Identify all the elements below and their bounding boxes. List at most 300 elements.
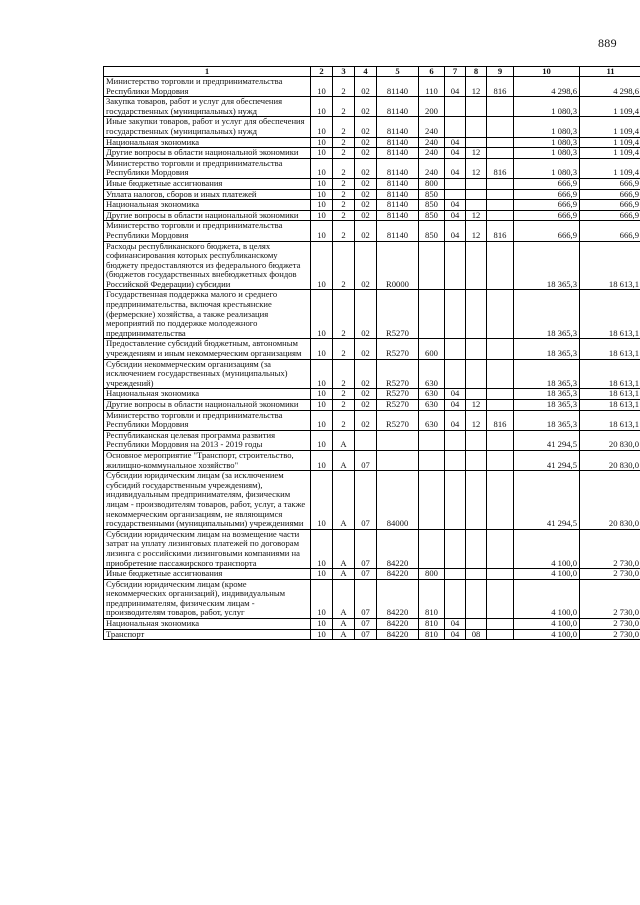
cell-col-7: 04 (445, 77, 466, 97)
cell-amount-1: 666,9 (514, 210, 580, 221)
cell-amount-2: 2 730,0 (580, 579, 640, 618)
cell-col-4: 07 (355, 629, 377, 640)
cell-col-8 (466, 430, 487, 450)
cell-amount-1: 18 365,3 (514, 400, 580, 411)
cell-col-5: 81140 (377, 97, 419, 117)
table-row (104, 290, 640, 339)
cell-col-5: 84000 (377, 471, 419, 530)
header-cell: 4 (355, 67, 377, 77)
cell-col-4: 02 (355, 339, 377, 359)
table-row (104, 339, 640, 359)
cell-col-7 (445, 450, 466, 470)
table-row (104, 200, 640, 211)
cell-col-9: 816 (487, 410, 514, 430)
cell-col-8: 12 (466, 77, 487, 97)
cell-col-8 (466, 178, 487, 189)
cell-col-4: 02 (355, 200, 377, 211)
cell-col-6: 630 (419, 400, 445, 411)
cell-col-3: А (333, 579, 355, 618)
cell-amount-2: 1 109,4 (580, 148, 640, 159)
row-name: Другие вопросы в области национальной экономики (104, 148, 311, 159)
cell-col-6: 810 (419, 629, 445, 640)
cell-col-9 (487, 569, 514, 580)
cell-col-2: 10 (311, 450, 333, 470)
cell-col-6: 800 (419, 178, 445, 189)
row-name: Субсидии юридическим лицам на возмещение части затрат на уплату лизинговых платежей по договорам лизинга с российскими лизинговыми компаниями на приобретение пассажирского транспорта (104, 529, 311, 568)
cell-amount-2: 18 613,1 (580, 410, 640, 430)
cell-col-3: 2 (333, 148, 355, 159)
cell-amount-1: 4 100,0 (514, 529, 580, 568)
row-name: Министерство торговли и предпринимательства Республики Мордовия (104, 158, 311, 178)
cell-col-5: R5270 (377, 359, 419, 389)
header-cell: 8 (466, 67, 487, 77)
cell-col-3: 2 (333, 189, 355, 200)
row-name: Закупка товаров, работ и услуг для обеспечения государственных (муниципальных) нужд (104, 97, 311, 117)
cell-col-8 (466, 200, 487, 211)
cell-col-4: 07 (355, 619, 377, 630)
cell-col-5: 81140 (377, 178, 419, 189)
cell-col-6: 810 (419, 619, 445, 630)
cell-col-4: 02 (355, 148, 377, 159)
cell-col-2: 10 (311, 529, 333, 568)
cell-col-9 (487, 241, 514, 290)
cell-col-8 (466, 241, 487, 290)
cell-col-8 (466, 339, 487, 359)
cell-col-6: 110 (419, 77, 445, 97)
cell-col-9 (487, 619, 514, 630)
cell-col-6 (419, 471, 445, 530)
cell-amount-2: 1 109,4 (580, 97, 640, 117)
cell-col-6: 800 (419, 569, 445, 580)
cell-col-7: 04 (445, 400, 466, 411)
cell-col-3: А (333, 430, 355, 450)
header-cell: 5 (377, 67, 419, 77)
cell-col-6: 200 (419, 97, 445, 117)
cell-col-2: 10 (311, 148, 333, 159)
cell-col-3: 2 (333, 290, 355, 339)
table-row (104, 178, 640, 189)
cell-col-2: 10 (311, 619, 333, 630)
row-name: Уплата налогов, сборов и иных платежей (104, 189, 311, 200)
cell-amount-1: 1 080,3 (514, 117, 580, 137)
cell-col-9 (487, 579, 514, 618)
cell-amount-1: 4 298,6 (514, 77, 580, 97)
cell-amount-2: 2 730,0 (580, 629, 640, 640)
cell-col-6 (419, 430, 445, 450)
cell-col-4: 02 (355, 77, 377, 97)
cell-col-6 (419, 529, 445, 568)
cell-amount-1: 666,9 (514, 221, 580, 241)
cell-col-9: 816 (487, 77, 514, 97)
cell-col-6: 850 (419, 221, 445, 241)
table-body (104, 77, 640, 640)
cell-amount-2: 4 298,6 (580, 77, 640, 97)
cell-col-6 (419, 241, 445, 290)
cell-col-8 (466, 529, 487, 568)
cell-col-3: 2 (333, 410, 355, 430)
table-row (104, 158, 640, 178)
cell-col-2: 10 (311, 400, 333, 411)
table-row (104, 619, 640, 630)
cell-amount-1: 1 080,3 (514, 158, 580, 178)
cell-col-7 (445, 430, 466, 450)
cell-col-5: R5270 (377, 339, 419, 359)
cell-col-2: 10 (311, 339, 333, 359)
cell-col-5: 81140 (377, 148, 419, 159)
cell-col-9 (487, 450, 514, 470)
cell-col-8: 12 (466, 210, 487, 221)
cell-col-8 (466, 137, 487, 148)
cell-col-4: 02 (355, 117, 377, 137)
cell-col-2: 10 (311, 471, 333, 530)
cell-col-3: А (333, 619, 355, 630)
cell-amount-1: 18 365,3 (514, 389, 580, 400)
header-cell: 6 (419, 67, 445, 77)
row-name: Расходы республиканского бюджета, в целях софинансирования которых республиканскому бюджету предоставляются из федерального бюджета (бюджетов государственных внебюджетных фондов Российской Федерации) субсидии (104, 241, 311, 290)
cell-col-7: 04 (445, 210, 466, 221)
cell-col-4: 02 (355, 389, 377, 400)
cell-col-8 (466, 389, 487, 400)
cell-col-3: 2 (333, 77, 355, 97)
cell-col-3: А (333, 569, 355, 580)
row-name: Национальная экономика (104, 389, 311, 400)
cell-amount-2: 666,9 (580, 178, 640, 189)
row-name: Государственная поддержка малого и среднего предпринимательства, включая крестьянские (фермерские) хозяйства, а также реализация мероприятий по поддержке молодежного предпринимательства (104, 290, 311, 339)
cell-col-9 (487, 339, 514, 359)
cell-col-3: 2 (333, 210, 355, 221)
cell-col-7: 04 (445, 148, 466, 159)
cell-col-6: 850 (419, 200, 445, 211)
cell-amount-1: 1 080,3 (514, 97, 580, 117)
cell-amount-1: 1 080,3 (514, 148, 580, 159)
cell-col-7: 04 (445, 137, 466, 148)
cell-amount-2: 18 613,1 (580, 389, 640, 400)
table-row (104, 359, 640, 389)
cell-amount-1: 18 365,3 (514, 339, 580, 359)
row-name: Субсидии юридическим лицам (кроме некоммерческих организаций), индивидуальным предпринимателям, физическим лицам - производителям товаров, работ, услуг (104, 579, 311, 618)
cell-col-7 (445, 189, 466, 200)
cell-amount-2: 2 730,0 (580, 619, 640, 630)
cell-amount-1: 4 100,0 (514, 619, 580, 630)
cell-amount-2: 20 830,0 (580, 430, 640, 450)
table-row (104, 137, 640, 148)
cell-col-4: 02 (355, 178, 377, 189)
cell-col-3: А (333, 450, 355, 470)
cell-col-8 (466, 569, 487, 580)
row-name: Основное мероприятие "Транспорт, строительство, жилищно-коммунальное хозяйство" (104, 450, 311, 470)
table-row (104, 430, 640, 450)
cell-col-4 (355, 430, 377, 450)
cell-col-4: 02 (355, 359, 377, 389)
table-row (104, 629, 640, 640)
cell-col-5: 81140 (377, 117, 419, 137)
cell-amount-2: 18 613,1 (580, 339, 640, 359)
cell-col-4: 02 (355, 400, 377, 411)
cell-col-2: 10 (311, 629, 333, 640)
cell-amount-2: 20 830,0 (580, 471, 640, 530)
header-cell: 2 (311, 67, 333, 77)
cell-col-5: 81140 (377, 221, 419, 241)
page-number: 889 (598, 36, 617, 50)
cell-amount-2: 18 613,1 (580, 400, 640, 411)
cell-col-9 (487, 189, 514, 200)
cell-col-5: R5270 (377, 290, 419, 339)
cell-col-7: 04 (445, 389, 466, 400)
cell-col-3: 2 (333, 137, 355, 148)
header-row (104, 67, 640, 77)
cell-col-5: 81140 (377, 210, 419, 221)
cell-col-9 (487, 529, 514, 568)
cell-col-6: 810 (419, 579, 445, 618)
cell-col-7 (445, 178, 466, 189)
cell-col-6: 240 (419, 148, 445, 159)
table-row (104, 189, 640, 200)
table-row (104, 471, 640, 530)
cell-col-6: 240 (419, 117, 445, 137)
cell-amount-2: 666,9 (580, 221, 640, 241)
cell-col-6: 240 (419, 158, 445, 178)
cell-col-4: 02 (355, 137, 377, 148)
cell-col-2: 10 (311, 137, 333, 148)
cell-col-3: 2 (333, 178, 355, 189)
cell-col-7: 04 (445, 410, 466, 430)
cell-col-9 (487, 290, 514, 339)
cell-col-2: 10 (311, 579, 333, 618)
cell-col-5 (377, 450, 419, 470)
cell-col-9 (487, 117, 514, 137)
cell-col-6: 630 (419, 389, 445, 400)
cell-col-5: 84220 (377, 579, 419, 618)
cell-col-7: 04 (445, 200, 466, 211)
cell-amount-1: 18 365,3 (514, 410, 580, 430)
cell-col-3: 2 (333, 339, 355, 359)
cell-col-4: 02 (355, 210, 377, 221)
cell-col-6: 240 (419, 137, 445, 148)
cell-col-8 (466, 359, 487, 389)
cell-amount-2: 666,9 (580, 210, 640, 221)
cell-col-8 (466, 290, 487, 339)
table-row (104, 148, 640, 159)
cell-col-5: R5270 (377, 389, 419, 400)
cell-col-4: 07 (355, 579, 377, 618)
row-name: Субсидии некоммерческим организациям (за исключением государственных (муниципальных) учреждений) (104, 359, 311, 389)
cell-col-7 (445, 339, 466, 359)
cell-amount-1: 41 294,5 (514, 450, 580, 470)
cell-col-9 (487, 137, 514, 148)
cell-col-9 (487, 359, 514, 389)
cell-amount-1: 4 100,0 (514, 579, 580, 618)
cell-amount-1: 18 365,3 (514, 241, 580, 290)
cell-col-4: 07 (355, 569, 377, 580)
cell-col-2: 10 (311, 200, 333, 211)
cell-col-3: 2 (333, 400, 355, 411)
cell-amount-2: 1 109,4 (580, 137, 640, 148)
cell-amount-1: 666,9 (514, 178, 580, 189)
cell-col-7: 04 (445, 629, 466, 640)
cell-amount-1: 41 294,5 (514, 471, 580, 530)
cell-col-9 (487, 471, 514, 530)
table-row (104, 97, 640, 117)
cell-col-9 (487, 629, 514, 640)
cell-col-9 (487, 148, 514, 159)
table-row (104, 410, 640, 430)
cell-amount-2: 2 730,0 (580, 569, 640, 580)
cell-col-2: 10 (311, 189, 333, 200)
cell-col-7 (445, 569, 466, 580)
cell-col-5: 81140 (377, 189, 419, 200)
cell-amount-2: 18 613,1 (580, 241, 640, 290)
cell-amount-1: 41 294,5 (514, 430, 580, 450)
cell-col-5: 84220 (377, 619, 419, 630)
cell-col-3: А (333, 529, 355, 568)
cell-col-3: 2 (333, 158, 355, 178)
cell-col-8: 08 (466, 629, 487, 640)
cell-col-2: 10 (311, 430, 333, 450)
cell-amount-2: 2 730,0 (580, 529, 640, 568)
cell-col-8 (466, 471, 487, 530)
cell-col-5: 81140 (377, 77, 419, 97)
cell-col-8 (466, 97, 487, 117)
cell-col-7 (445, 241, 466, 290)
cell-amount-2: 1 109,4 (580, 158, 640, 178)
cell-col-8: 12 (466, 221, 487, 241)
cell-amount-2: 18 613,1 (580, 359, 640, 389)
cell-col-4: 07 (355, 471, 377, 530)
row-name: Транспорт (104, 629, 311, 640)
cell-col-3: А (333, 471, 355, 530)
row-name: Министерство торговли и предпринимательства Республики Мордовия (104, 221, 311, 241)
row-name: Иные бюджетные ассигнования (104, 178, 311, 189)
cell-col-2: 10 (311, 158, 333, 178)
cell-col-3: 2 (333, 389, 355, 400)
cell-col-7 (445, 359, 466, 389)
cell-amount-1: 4 100,0 (514, 569, 580, 580)
cell-col-9: 816 (487, 158, 514, 178)
cell-col-5: 81140 (377, 158, 419, 178)
table-row (104, 450, 640, 470)
cell-col-5 (377, 430, 419, 450)
cell-col-4: 02 (355, 97, 377, 117)
cell-col-9 (487, 178, 514, 189)
cell-amount-1: 18 365,3 (514, 359, 580, 389)
cell-col-7: 04 (445, 221, 466, 241)
cell-col-5: 84220 (377, 629, 419, 640)
cell-col-8: 12 (466, 400, 487, 411)
header-cell: 7 (445, 67, 466, 77)
cell-col-2: 10 (311, 389, 333, 400)
row-name: Субсидии юридическим лицам (за исключением субсидий государственным учреждениям), индивидуальным предпринимателям, физическим лицам - производителям товаров, работ, услуг, а также некоммерческим организациям, не являющимся государственными (муниципальными) учреждениями (104, 471, 311, 530)
table-row (104, 77, 640, 97)
row-name: Республиканская целевая программа развития Республики Мордовия на 2013 - 2019 годы (104, 430, 311, 450)
cell-col-8 (466, 450, 487, 470)
row-name: Национальная экономика (104, 137, 311, 148)
cell-col-3: 2 (333, 97, 355, 117)
cell-amount-2: 1 109,4 (580, 117, 640, 137)
cell-amount-1: 666,9 (514, 200, 580, 211)
cell-col-5: R5270 (377, 410, 419, 430)
cell-col-5: 84220 (377, 529, 419, 568)
cell-amount-2: 20 830,0 (580, 450, 640, 470)
header-cell: 1 (104, 67, 311, 77)
row-name: Министерство торговли и предпринимательства Республики Мордовия (104, 77, 311, 97)
cell-col-3: А (333, 629, 355, 640)
cell-col-4: 02 (355, 221, 377, 241)
cell-col-7 (445, 529, 466, 568)
cell-col-6: 630 (419, 410, 445, 430)
cell-col-6: 850 (419, 189, 445, 200)
cell-col-8 (466, 117, 487, 137)
cell-col-7: 04 (445, 619, 466, 630)
table-row (104, 400, 640, 411)
cell-col-9 (487, 400, 514, 411)
cell-col-7 (445, 117, 466, 137)
cell-col-2: 10 (311, 241, 333, 290)
cell-col-7: 04 (445, 158, 466, 178)
cell-col-3: 2 (333, 117, 355, 137)
cell-col-9 (487, 389, 514, 400)
cell-amount-1: 18 365,3 (514, 290, 580, 339)
cell-col-2: 10 (311, 117, 333, 137)
cell-col-5: 81140 (377, 137, 419, 148)
row-name: Предоставление субсидий бюджетным, автономным учреждениям и иным некоммерческим организациям (104, 339, 311, 359)
row-name: Иные бюджетные ассигнования (104, 569, 311, 580)
cell-col-2: 10 (311, 569, 333, 580)
cell-col-8 (466, 619, 487, 630)
cell-amount-2: 666,9 (580, 200, 640, 211)
table-row (104, 210, 640, 221)
cell-col-5: R0000 (377, 241, 419, 290)
cell-col-4: 02 (355, 290, 377, 339)
cell-amount-2: 666,9 (580, 189, 640, 200)
cell-amount-1: 4 100,0 (514, 629, 580, 640)
row-name: Другие вопросы в области национальной экономики (104, 400, 311, 411)
cell-col-2: 10 (311, 410, 333, 430)
cell-col-2: 10 (311, 97, 333, 117)
cell-col-4: 07 (355, 529, 377, 568)
cell-col-4: 07 (355, 450, 377, 470)
table-row (104, 117, 640, 137)
cell-col-4: 02 (355, 189, 377, 200)
cell-col-2: 10 (311, 359, 333, 389)
cell-col-6: 600 (419, 339, 445, 359)
row-name: Министерство торговли и предпринимательства Республики Мордовия (104, 410, 311, 430)
cell-col-2: 10 (311, 178, 333, 189)
header-cell: 9 (487, 67, 514, 77)
cell-col-2: 10 (311, 290, 333, 339)
cell-col-8 (466, 579, 487, 618)
cell-col-9 (487, 97, 514, 117)
row-name: Другие вопросы в области национальной экономики (104, 210, 311, 221)
table-row (104, 221, 640, 241)
row-name: Национальная экономика (104, 200, 311, 211)
cell-col-5: R5270 (377, 400, 419, 411)
cell-col-7 (445, 471, 466, 530)
cell-col-5: 81140 (377, 200, 419, 211)
table-row (104, 569, 640, 580)
cell-col-3: 2 (333, 221, 355, 241)
cell-col-7 (445, 97, 466, 117)
budget-table (103, 66, 640, 640)
cell-col-9 (487, 200, 514, 211)
header-cell: 11 (580, 67, 640, 77)
cell-col-5: 84220 (377, 569, 419, 580)
cell-col-7 (445, 579, 466, 618)
cell-col-3: 2 (333, 200, 355, 211)
cell-col-8 (466, 189, 487, 200)
header-cell: 3 (333, 67, 355, 77)
table-row (104, 529, 640, 568)
cell-col-2: 10 (311, 77, 333, 97)
